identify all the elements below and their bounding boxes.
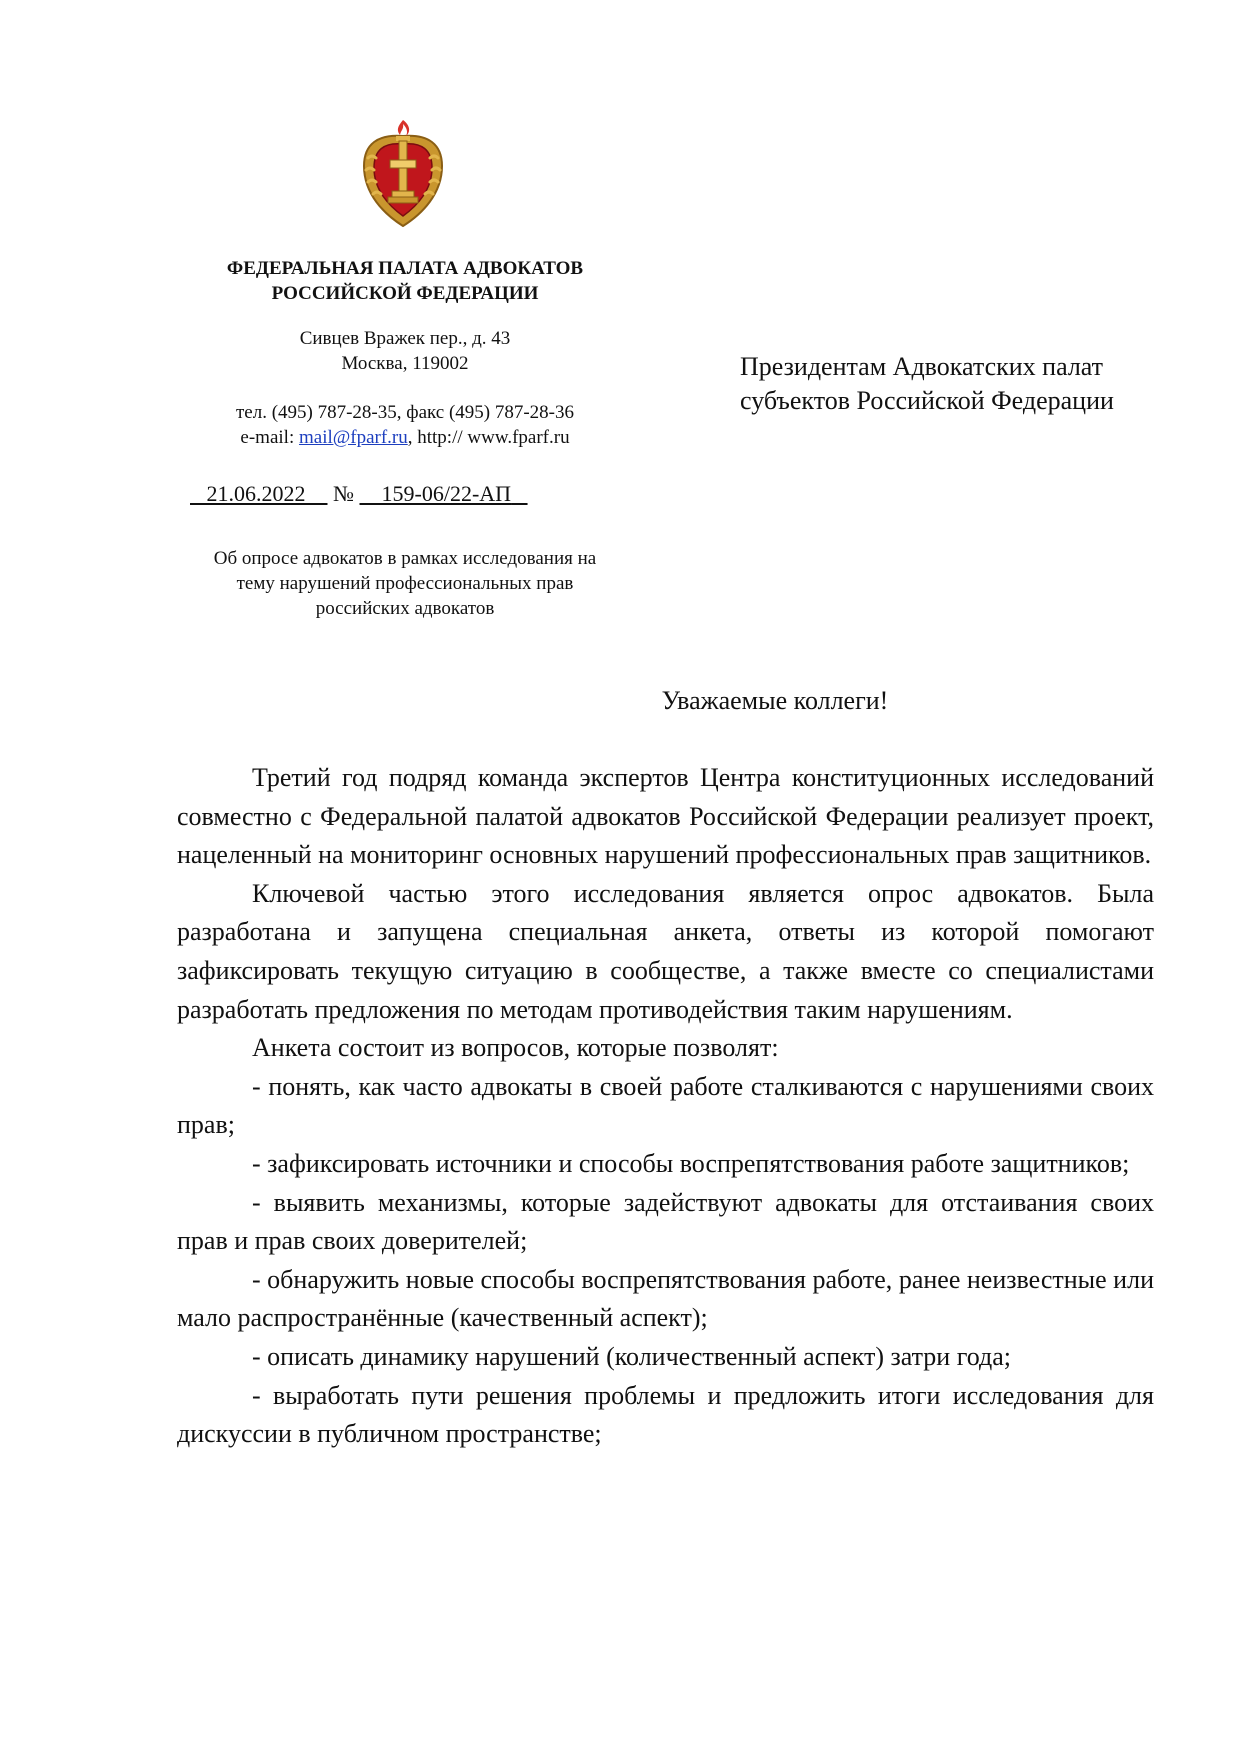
emblem-logo xyxy=(358,118,448,232)
addressee-line1: Президентам Адвокатских палат xyxy=(740,352,1104,381)
list-item: - выработать пути решения проблемы и предложить итоги исследования для дискуссии в публичном пространстве; xyxy=(177,1380,1154,1449)
letter-subject xyxy=(160,546,650,621)
address-city: Москва, 119002 xyxy=(341,353,469,374)
phone-fax: тел. (495) 787-28-35, факс (495) 787-28-36 xyxy=(235,402,575,423)
list-item: - понять, как часто адвокаты в своей работе сталкиваются с нарушениями своих прав; xyxy=(177,1071,1154,1140)
list-item: - зафиксировать источники и способы воспрепятствования работе защитников; xyxy=(252,1148,1130,1178)
registration-date: 21.06.2022 xyxy=(206,481,306,506)
body-paragraph: Ключевой частью этого исследования является опрос адвокатов. Была разработана и запущена специальная анкета, ответы из которой помогают зафиксировать текущую ситуацию в сообществе, а также вместе со специалистами разработать предложения по методам противодействия таким нарушениям. xyxy=(177,878,1154,1024)
subject-line3: российских адвокатов xyxy=(315,598,495,619)
salutation: Уважаемые коллеги! xyxy=(661,686,889,715)
registration-date-field xyxy=(190,481,328,506)
registration-number-field xyxy=(360,481,528,506)
number-sign: № xyxy=(333,481,354,506)
registration-number: 159-06/22-АП xyxy=(381,481,512,506)
email-label: e-mail: xyxy=(240,427,299,448)
organization-name xyxy=(160,256,650,306)
registration-line xyxy=(190,480,528,508)
organization-name-line1: ФЕДЕРАЛЬНАЯ ПАЛАТА АДВОКАТОВ xyxy=(226,258,584,279)
email-web-line xyxy=(160,425,650,450)
list-item: - выявить механизмы, которые задействуют адвокаты для отстаивания своих прав и прав своих доверителей; xyxy=(177,1187,1154,1256)
addressee xyxy=(740,350,1114,418)
list-item: - обнаружить новые способы воспрепятствования работе, ранее неизвестные или мало распространённые (качественный аспект); xyxy=(177,1264,1154,1333)
body-paragraph: Третий год подряд команда экспертов Центра конституционных исследований совместно с Федеральной палатой адвокатов Российской Федерации реализует проект, нацеленный на мониторинг основных нарушений профессиональных прав защитников. xyxy=(177,763,1154,870)
letter-body xyxy=(177,759,1154,1454)
subject-line2: тему нарушений профессиональных прав xyxy=(236,573,574,594)
website-text: , http:// www.fparf.ru xyxy=(407,427,570,448)
organization-name-line2: РОССИЙСКОЙ ФЕДЕРАЦИИ xyxy=(271,283,539,304)
list-item: - описать динамику нарушений (количественный аспект) затри года; xyxy=(252,1341,1011,1371)
organization-contacts xyxy=(160,400,650,450)
email-link[interactable]: mail@fparf.ru xyxy=(298,427,408,448)
addressee-line2: субъектов Российской Федерации xyxy=(740,386,1114,415)
body-paragraph: Анкета состоит из вопросов, которые позволят: xyxy=(252,1033,779,1063)
organization-address xyxy=(160,326,650,376)
address-street: Сивцев Вражек пер., д. 43 xyxy=(299,328,511,349)
subject-line1: Об опросе адвокатов в рамках исследования на xyxy=(213,548,597,569)
